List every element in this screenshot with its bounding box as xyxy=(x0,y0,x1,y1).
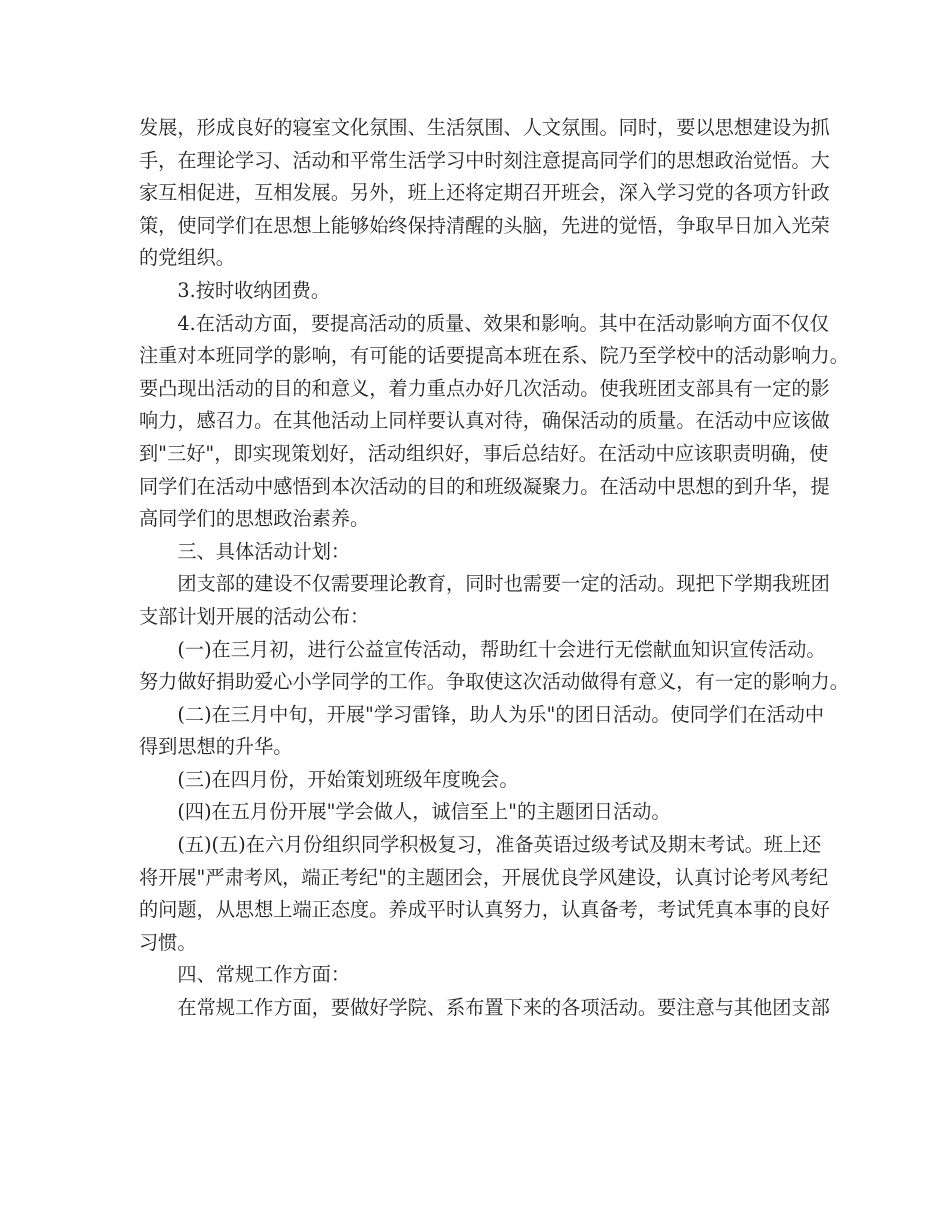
text-line: 策，使同学们在思想上能够始终保持清醒的头脑，先进的觉悟，争取早日加入光荣 xyxy=(139,213,830,237)
text-line: 同学们在活动中感悟到本次活动的目的和班级凝聚力。在活动中思想的到升华，提 xyxy=(139,474,830,498)
text-line: 努力做好捐助爱心小学同学的工作。争取使这次活动做得有意义，有一定的影响力。 xyxy=(139,670,849,694)
paragraph xyxy=(139,536,819,569)
paragraph xyxy=(139,112,830,275)
text-line: (四)在五月份开展"学会做人，诚信至上"的主题团日活动。 xyxy=(177,800,671,824)
text-line: 在常规工作方面，要做好学院、系布置下来的各项活动。要注意与其他团支部 xyxy=(177,996,830,1020)
text-line: (三)在四月份，开始策划班级年度晚会。 xyxy=(177,767,519,791)
text-line: 团支部的建设不仅需要理论教育，同时也需要一定的活动。现把下学期我班团 xyxy=(177,572,830,596)
text-line: 注重对本班同学的影响，有可能的话要提高本班在系、院乃至学校中的活动影响力。 xyxy=(139,344,849,368)
text-line: 要凸现出活动的目的和意义，着力重点办好几次活动。使我班团支部具有一定的影 xyxy=(139,376,830,400)
text-line: 3.按时收纳团费。 xyxy=(177,278,331,302)
paragraph xyxy=(139,308,849,536)
text-line: 发展，形成良好的寝室文化氛围、生活氛围、人文氛围。同时，要以思想建设为抓 xyxy=(139,116,830,139)
paragraph xyxy=(139,275,819,308)
paragraph xyxy=(139,796,819,829)
paragraph xyxy=(139,568,830,633)
text-line: 习惯。 xyxy=(139,930,197,954)
text-line: (一)在三月初，进行公益宣传活动，帮助红十会进行无偿献血知识宣传活动。 xyxy=(177,637,826,661)
paragraph xyxy=(139,959,819,992)
paragraph xyxy=(139,992,830,1025)
text-line: 得到思想的升华。 xyxy=(139,735,293,759)
text-line: 的党组织。 xyxy=(139,246,235,270)
text-line: 的问题，从思想上端正态度。养成平时认真努力，认真备考，考试凭真本事的良好 xyxy=(139,898,830,922)
text-line: 到"三好"，即实现策划好，活动组织好，事后总结好。在活动中应该职责明确，使 xyxy=(139,441,829,465)
paragraph xyxy=(139,764,819,797)
paragraph xyxy=(139,829,830,959)
text-line: 响力，感召力。在其他活动上同样要认真对待，确保活动的质量。在活动中应该做 xyxy=(139,409,830,433)
text-line: 高同学们的思想政治素养。 xyxy=(139,507,370,531)
text-line: 4.在活动方面，要提高活动的质量、效果和影响。其中在活动影响方面不仅仅 xyxy=(177,311,829,335)
text-line: 三、具体活动计划： xyxy=(177,539,351,563)
text-line: 支部计划开展的活动公布： xyxy=(139,604,370,628)
paragraph xyxy=(139,699,825,764)
document-body xyxy=(139,112,849,1025)
text-line: (二)在三月中旬，开展"学习雷锋，助人为乐"的团日活动。使同学们在活动中 xyxy=(177,702,825,726)
text-line: 家互相促进，互相发展。另外，班上还将定期召开班会，深入学习党的各项方针政 xyxy=(139,181,830,205)
text-line: 四、常规工作方面： xyxy=(177,963,351,987)
text-line: 将开展"严肃考风，端正考纪"的主题团会，开展优良学风建设，认真讨论考风考纪 xyxy=(139,865,829,889)
text-line: 手，在理论学习、活动和平常生活学习中时刻注意提高同学们的思想政治觉悟。大 xyxy=(139,148,830,172)
text-line: (五)(五)在六月份组织同学积极复习，准备英语过级考试及期末考试。班上还 xyxy=(177,833,822,857)
paragraph xyxy=(139,634,849,699)
